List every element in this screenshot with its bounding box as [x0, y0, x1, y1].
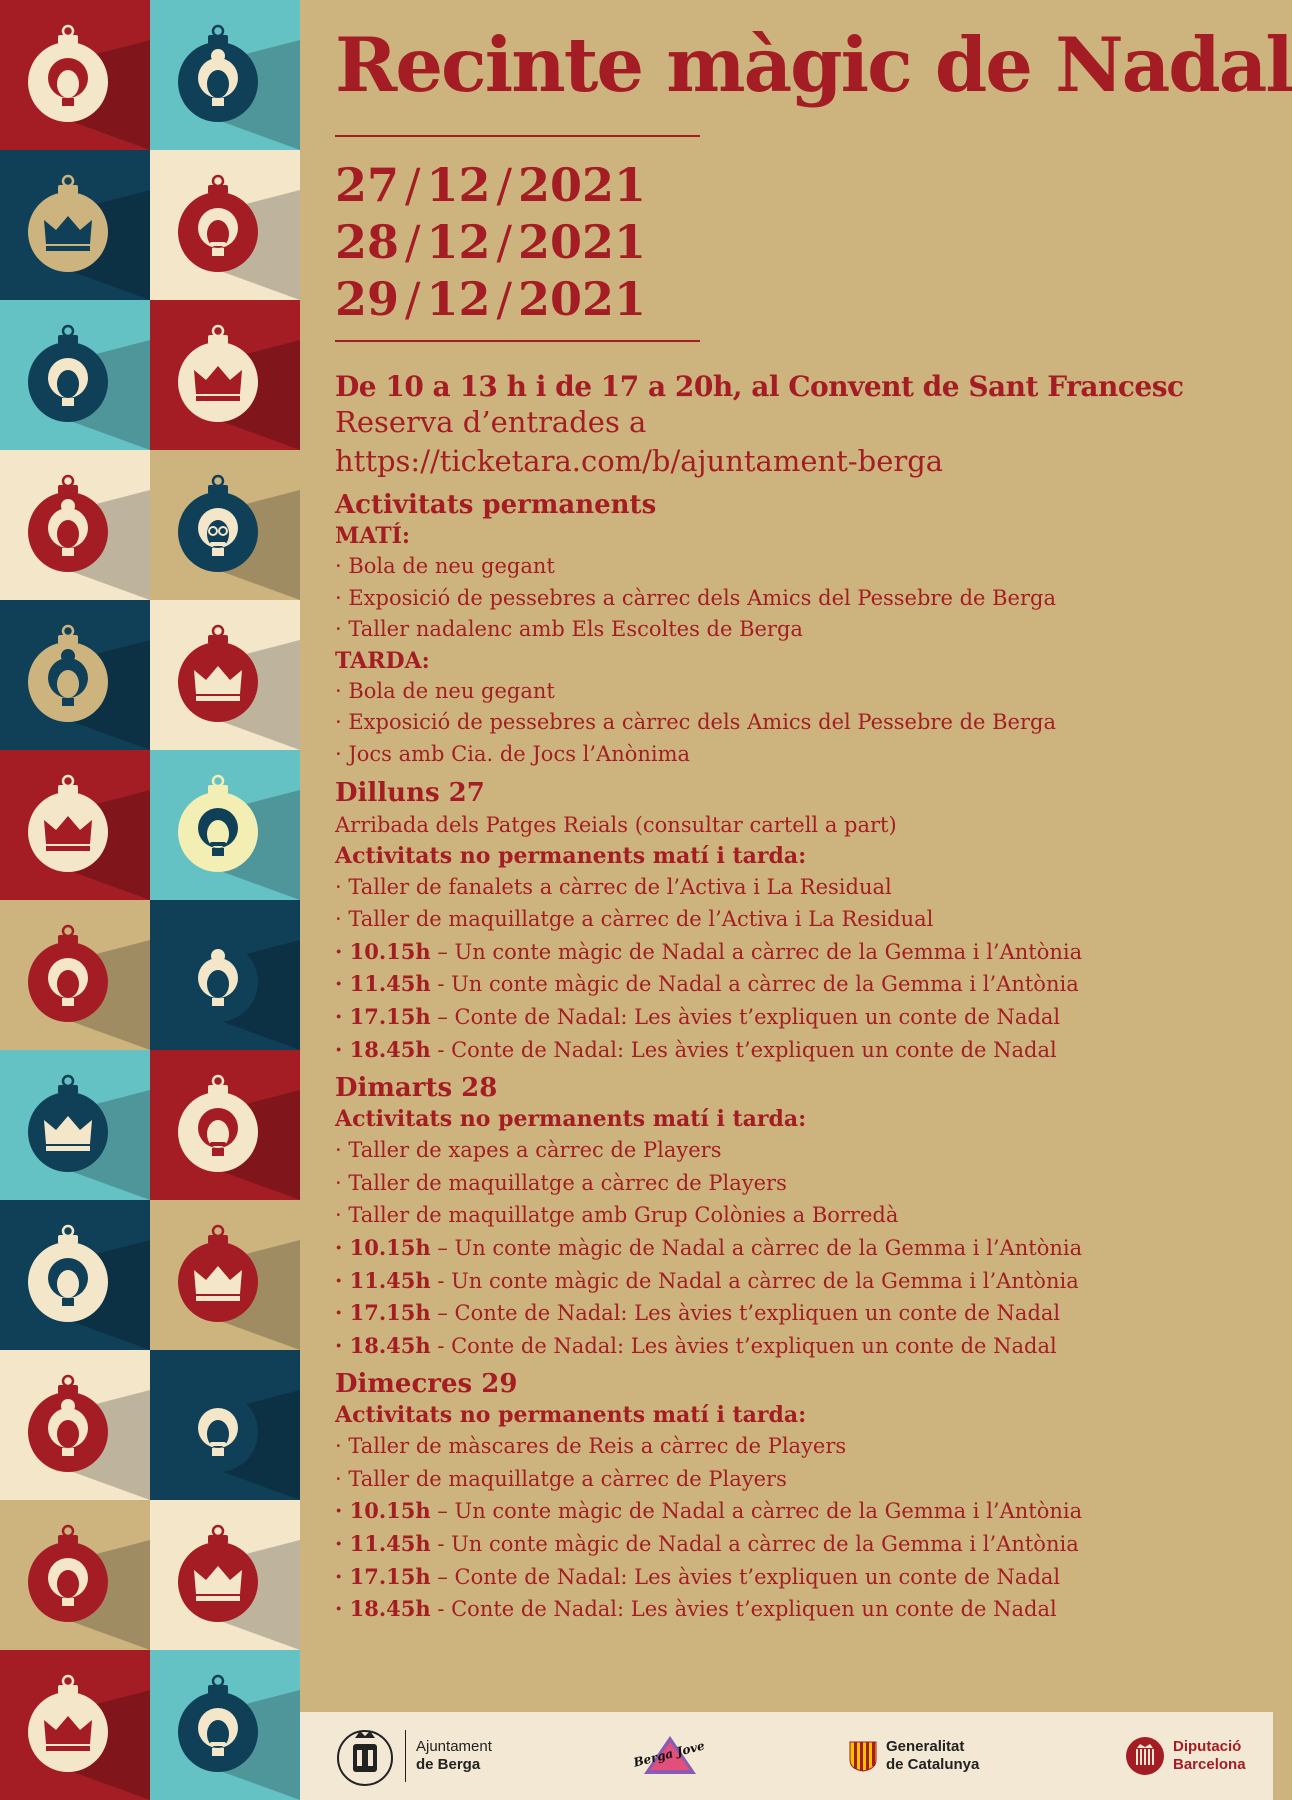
title-divider — [335, 135, 700, 137]
coat-of-arms-icon — [335, 1724, 395, 1788]
ornament-tile — [150, 1500, 300, 1650]
list-item: · 17.15h – Conte de Nadal: Les àvies t’expliquen un conte de Nadal — [335, 1563, 1061, 1589]
ornament-tile — [150, 1350, 300, 1500]
svg-text:Berga Jove: Berga Jove — [632, 1738, 707, 1770]
ajuntament-text: Ajuntament de Berga — [416, 1738, 492, 1773]
list-item: · 10.15h – Un conte màgic de Nadal a càrrec de la Gemma i l’Antònia — [335, 1234, 1083, 1260]
list-item: · Taller de màscares de Reis a càrrec de Players — [335, 1434, 847, 1459]
ornament-tile-pattern — [0, 0, 300, 1800]
list-item: · Taller de fanalets a càrrec de l’Activa i La Residual — [335, 874, 892, 899]
ornament-tile — [0, 600, 150, 750]
ornament-tile — [150, 750, 300, 900]
list-item: · 17.15h – Conte de Nadal: Les àvies t’expliquen un conte de Nadal — [335, 1003, 1061, 1029]
ornament-tile — [150, 150, 300, 300]
dates-block — [335, 157, 1255, 328]
date-line: 27 / 12 / 2021 — [335, 158, 647, 212]
afternoon-label: TARDA: — [335, 647, 430, 674]
date-line: 28 / 12 / 2021 — [335, 215, 647, 269]
list-item: · Bola de neu gegant — [335, 554, 555, 578]
list-item: · Jocs amb Cia. de Jocs l’Anònima — [335, 741, 691, 766]
berga-jove-logo — [632, 1724, 707, 1788]
ornament-tile — [150, 900, 300, 1050]
ornament-tile — [0, 750, 150, 900]
ornament-tile — [0, 0, 150, 150]
list-item: · 17.15h – Conte de Nadal: Les àvies t’expliquen un conte de Nadal — [335, 1300, 1061, 1326]
list-item: · 11.45h - Un conte màgic de Nadal a càrrec de la Gemma i l’Antònia — [335, 1267, 1079, 1293]
ornament-tile — [0, 1200, 150, 1350]
ornament-tile — [0, 300, 150, 450]
list-item: · 10.15h – Un conte màgic de Nadal a càrrec de la Gemma i l’Antònia — [335, 938, 1083, 964]
list-item: · Taller de maquillatge a càrrec de Players — [335, 1466, 787, 1491]
ornament-tile — [150, 1050, 300, 1200]
ajuntament-berga-logo — [335, 1724, 492, 1788]
ornament-tile — [150, 0, 300, 150]
ornament-tile — [150, 450, 300, 600]
list-item: · Exposició de pessebres a càrrec dels Amics del Pessebre de Berga — [335, 585, 1056, 610]
list-item: · 18.45h - Conte de Nadal: Les àvies t’expliquen un conte de Nadal — [335, 1036, 1057, 1062]
list-item: · 18.45h - Conte de Nadal: Les àvies t’expliquen un conte de Nadal — [335, 1596, 1057, 1622]
list-item: · Taller de maquillatge amb Grup Colònies a Borredà — [335, 1203, 899, 1228]
list-item: · Bola de neu gegant — [335, 678, 555, 703]
non-permanent-heading: Activitats no permanents matí i tarda: — [335, 1402, 807, 1429]
day-heading: Dimecres 29 — [335, 1369, 518, 1400]
list-item: · Taller de maquillatge a càrrec de l’Activa i La Residual — [335, 907, 934, 932]
non-permanent-heading: Activitats no permanents matí i tarda: — [335, 842, 807, 869]
list-item: · 10.15h – Un conte màgic de Nadal a càrrec de la Gemma i l’Antònia — [335, 1498, 1083, 1524]
opening-hours: De 10 a 13 h i de 17 a 20h, al Convent de Sant Francesc — [335, 370, 1184, 403]
non-permanent-heading: Activitats no permanents matí i tarda: — [335, 1106, 807, 1133]
reservation-link[interactable]: https://ticketara.com/b/ajuntament-berga — [335, 444, 944, 478]
list-item: · Taller nadalenc amb Els Escoltes de Berga — [335, 617, 803, 642]
poster-title: Recinte màgic de Nadal — [335, 21, 1292, 109]
ornament-tile — [150, 300, 300, 450]
ornament-tile — [0, 1050, 150, 1200]
list-item: · 11.45h - Un conte màgic de Nadal a càrrec de la Gemma i l’Antònia — [335, 971, 1079, 997]
berga-jove-logo-icon — [632, 1730, 707, 1782]
list-item: · Exposició de pessebres a càrrec dels Amics del Pessebre de Berga — [335, 710, 1056, 735]
ornament-tile — [0, 1500, 150, 1650]
list-item: · 18.45h - Conte de Nadal: Les àvies t’expliquen un conte de Nadal — [335, 1332, 1057, 1358]
day-heading: Dimarts 28 — [335, 1073, 498, 1104]
ornament-tile — [150, 1650, 300, 1800]
generalitat-logo — [848, 1724, 979, 1788]
sponsor-footer — [300, 1712, 1273, 1800]
senyera-icon — [848, 1740, 878, 1772]
reservation-text: Reserva d’entrades a — [335, 405, 647, 439]
list-item: · Taller de maquillatge a càrrec de Players — [335, 1170, 787, 1195]
ornament-tile — [150, 1200, 300, 1350]
dates-divider — [335, 340, 700, 342]
generalitat-text: Generalitat de Catalunya — [886, 1738, 980, 1773]
date-line: 29 / 12 / 2021 — [335, 272, 647, 326]
ornament-tile — [0, 900, 150, 1050]
ornament-tile — [0, 1650, 150, 1800]
diputacio-emblem-icon — [1125, 1736, 1165, 1776]
diputacio-text: Diputació Barcelona — [1173, 1738, 1246, 1773]
ornament-tile — [0, 450, 150, 600]
day-heading: Dilluns 27 — [335, 777, 485, 808]
list-item: · Taller de xapes a càrrec de Players — [335, 1138, 722, 1163]
ornament-tile — [0, 150, 150, 300]
list-item: · 11.45h - Un conte màgic de Nadal a càrrec de la Gemma i l’Antònia — [335, 1531, 1079, 1557]
morning-label: MATÍ: — [335, 523, 411, 549]
ornament-tile — [0, 1350, 150, 1500]
ornament-tile — [150, 600, 300, 750]
poster-content — [335, 21, 1292, 1626]
diputacio-logo — [1125, 1724, 1246, 1788]
day-note: Arribada dels Patges Reials (consultar cartell a part) — [335, 812, 897, 837]
permanent-heading: Activitats permanents — [335, 490, 657, 520]
